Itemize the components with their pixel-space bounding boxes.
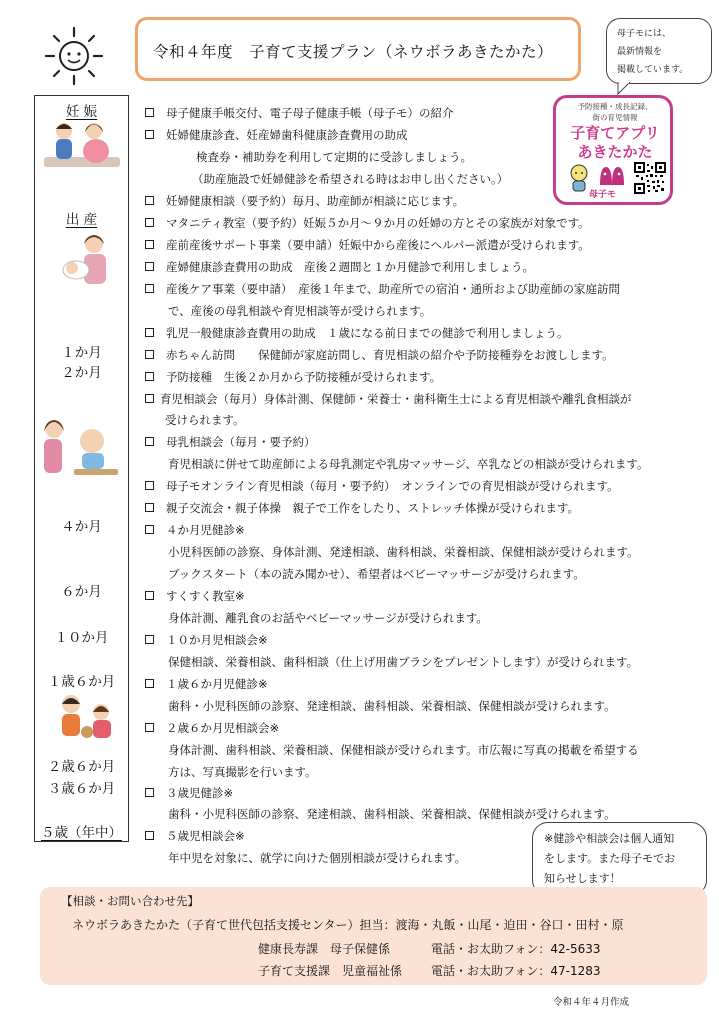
checkbox[interactable] [145, 679, 154, 688]
item-title: 母乳相談会（毎月・要予約） [166, 435, 316, 449]
item-detail: 歯科・小児科医師の診察、発達相談、歯科相談、栄養相談、保健相談が受けられます。 [168, 699, 616, 713]
checkbox[interactable] [145, 723, 154, 732]
timeline-1-month: １か月 [61, 345, 102, 361]
timeline-2-months: ２か月 [61, 365, 102, 381]
checkbox[interactable] [145, 788, 154, 797]
item-title: ５歳児相談会※ [166, 829, 245, 843]
app-title-line: 子育てアプリ [570, 124, 660, 142]
notice-line: ※健診や相談会は個人通知 [544, 832, 675, 845]
item-title: 母子健康手帳交付、電子母子健康手帳（母子モ）の紹介 [166, 106, 454, 120]
list-item [145, 785, 233, 801]
list-item [145, 828, 245, 844]
timeline-2y6m: ２歳６か月 [47, 759, 116, 775]
mascot-icon [568, 163, 590, 193]
item-title: 妊婦健康診査、妊産婦歯科健康診査費用の助成 [166, 128, 408, 142]
item-title: 親子交流会・親子体操 [166, 501, 281, 515]
list-item [145, 347, 614, 363]
item-title: 育児相談会（毎月） [160, 392, 264, 406]
playing-children-illustration [57, 692, 121, 742]
item-detail: 育児相談に併せて助産師による母乳測定や乳房マッサージ、卒乳などの相談が受けられます。 [168, 457, 649, 471]
checkbox[interactable] [145, 635, 154, 644]
app-subtitle [562, 101, 668, 123]
checkbox[interactable] [145, 831, 154, 840]
feeding-baby-illustration [40, 413, 120, 477]
checkbox[interactable] [145, 350, 154, 359]
timeline-4-months: ４か月 [61, 519, 102, 535]
item-desc: 保健師が家庭訪問し、育児相談の紹介や予防接種券をお渡しします。 [235, 348, 614, 362]
notice-line: をします。また母子モでお [544, 852, 676, 865]
item-title: １歳６か月児健診※ [166, 677, 268, 691]
timeline-3y6m: ３歳６か月 [47, 781, 116, 797]
list-item [145, 720, 279, 736]
item-detail: 年中児を対象に、就学に向けた個別相談が受けられます。 [168, 851, 467, 865]
list-item [145, 193, 464, 209]
page-title: 令和４年度 子育て支援プラン（ネウボラあきたかた） [153, 43, 554, 61]
checkbox[interactable] [145, 503, 154, 512]
timeline-5-years: ５歳（年中） [41, 825, 122, 841]
item-detail: で、産後の母乳相談や育児相談等が受けられます。 [168, 304, 432, 318]
item-desc: 妊娠中から産後にヘルパー派遣が受けられます。 [338, 238, 590, 252]
item-title: 赤ちゃん訪問 [166, 348, 235, 362]
contact-dept1: 健康長寿課 母子保健係 [258, 942, 391, 956]
list-item [145, 281, 620, 297]
mother-baby-illustration [62, 232, 114, 288]
timeline-10-months: １０か月 [54, 630, 109, 646]
checkbox[interactable] [145, 130, 154, 139]
item-title: 産前産後サポート事業（要申請） [166, 238, 339, 252]
checkbox[interactable] [145, 262, 154, 271]
qr-code-icon[interactable] [634, 162, 666, 194]
item-title: 産婦健康診査費用の助成 [166, 260, 293, 274]
item-detail: 小児科医師の診察、身体計測、発達相談、歯科相談、栄養相談、保健相談が受けられます。 [168, 545, 639, 559]
list-item [145, 325, 569, 341]
list-item [145, 215, 590, 231]
checkbox[interactable] [145, 525, 154, 534]
notice-line: 知らせします！ [544, 872, 621, 885]
item-detail: 歯科・小児科医師の診察、発達相談、歯科相談、栄養相談、保健相談が受けられます。 [168, 807, 616, 821]
timeline-birth: 出 産 [65, 212, 98, 228]
list-item [145, 632, 268, 648]
item-title: ２歳６か月児相談会※ [166, 721, 280, 735]
app-subtitle-line: 街の育児情報 [592, 113, 638, 122]
checkbox[interactable] [145, 196, 154, 205]
bubble-line: 母子モには、 [617, 29, 672, 39]
sun-icon [42, 24, 106, 88]
item-desc: 身体計測、保健師・栄養士・歯科衛生士による育児相談や離乳食相談が [263, 392, 632, 406]
created-date: 令和４年４月作成 [553, 997, 630, 1008]
item-desc: 親子で工作をしたり、ストレッチ体操が受けられます。 [281, 501, 579, 515]
app-logo-text: 母子モ [589, 190, 617, 200]
item-detail: ブックスタート（本の読み聞かせ）、希望者はベビーマッサージが受けられます。 [168, 567, 585, 581]
app-title-line: あきたかた [577, 143, 653, 161]
item-desc: １歳になる前日までの健診で利用しましょう。 [315, 326, 569, 340]
checkbox[interactable] [145, 372, 154, 381]
contact-title: 【相談・お問い合わせ先】 [61, 894, 199, 908]
checkbox[interactable] [145, 481, 154, 490]
bubble-line: 掲載しています。 [617, 65, 689, 75]
item-detail: 受けられます。 [165, 413, 245, 427]
timeline-1y6m: １歳６か月 [47, 674, 116, 690]
notice-bubble [532, 822, 707, 896]
list-item [145, 127, 408, 143]
item-title: 予防接種 [166, 370, 212, 384]
item-detail: 身体計測、離乳食のお話やベビーマッサージが受けられます。 [168, 611, 488, 625]
item-detail: 方は、写真撮影を行います。 [168, 765, 317, 779]
item-detail: 保健相談、栄養相談、歯科相談（仕上げ用歯ブラシをプレゼントします）が受けられます。 [168, 655, 639, 669]
list-item [145, 588, 245, 604]
item-title: 乳児一般健康診査費用の助成 [166, 326, 316, 340]
item-title: 産後ケア事業（要申請） [166, 282, 287, 296]
item-desc: 産後１年まで、助産所での宿泊・通所および助産師の家庭訪問 [286, 282, 621, 296]
bubble-tail [616, 82, 636, 96]
info-bubble [606, 18, 712, 84]
checkbox[interactable] [145, 240, 154, 249]
checkbox[interactable] [145, 284, 154, 293]
list-item [145, 676, 268, 692]
checkbox[interactable] [145, 394, 154, 403]
contact-phone2: 電話・お太助フォン：47-1283 [431, 964, 601, 978]
timeline-6-months: ６か月 [61, 584, 102, 600]
item-title: ３歳児健診※ [166, 786, 234, 800]
item-detail: 検査券・補助券を利用して定期的に受診しましょう。 [196, 150, 472, 164]
contact-org-line [72, 916, 624, 933]
item-desc: 妊娠５か月～９か月の妊婦の方とその家族が対象です。 [303, 216, 590, 230]
contact-dept2: 子育て支援課 児童福祉係 [258, 964, 403, 978]
item-desc: 生後２か月から予防接種が受けられます。 [212, 370, 442, 384]
item-title: マタニティ教室（要予約） [166, 216, 304, 230]
contact-staff: 渡海・丸飯・山尾・迫田・谷口・田村・原 [395, 918, 624, 932]
checkbox[interactable] [145, 591, 154, 600]
app-title [562, 124, 668, 162]
checkbox[interactable] [145, 437, 154, 446]
pregnant-couple-illustration [44, 119, 120, 171]
item-title: ４か月児健診※ [166, 523, 245, 537]
checkbox[interactable] [145, 218, 154, 227]
list-item [145, 522, 245, 538]
bubble-line: 最新情報を [617, 47, 663, 57]
item-detail: （助産施設で妊婦健診を希望される時はお申し出ください。） [192, 172, 509, 186]
list-item [145, 237, 590, 253]
item-title: １０か月児相談会※ [166, 633, 268, 647]
item-desc: 毎月、助産師が相談に応じます。 [292, 194, 465, 208]
list-item [145, 259, 534, 275]
item-title: 母子モオンライン育児相談（毎月・要予約） [166, 479, 390, 493]
item-detail: 身体計測、歯科相談、栄養相談、保健相談が受けられます。市広報に写真の掲載を希望する [168, 743, 639, 757]
checkbox[interactable] [145, 328, 154, 337]
item-desc: オンラインでの育児相談が受けられます。 [389, 479, 619, 493]
list-item [145, 369, 441, 385]
app-subtitle-line: 予防接種・成長記録、 [577, 102, 653, 111]
checkbox[interactable] [145, 108, 154, 117]
penguin-logo-icon [598, 165, 626, 187]
list-item [145, 391, 632, 407]
contact-org: ネウボラあきたかた（子育て世代包括支援センター）担当： [72, 918, 396, 932]
list-item [145, 500, 579, 516]
list-item [145, 434, 316, 450]
list-item [145, 105, 454, 121]
contact-phone1: 電話・お太助フォン：42-5633 [431, 942, 601, 956]
item-title: すくすく教室※ [166, 589, 245, 603]
timeline-pregnancy: 妊 娠 [65, 104, 98, 120]
item-title: 妊婦健康相談（要予約） [166, 194, 293, 208]
item-desc: 産後２週間と１か月健診で利用しましょう。 [292, 260, 534, 274]
list-item [145, 478, 619, 494]
